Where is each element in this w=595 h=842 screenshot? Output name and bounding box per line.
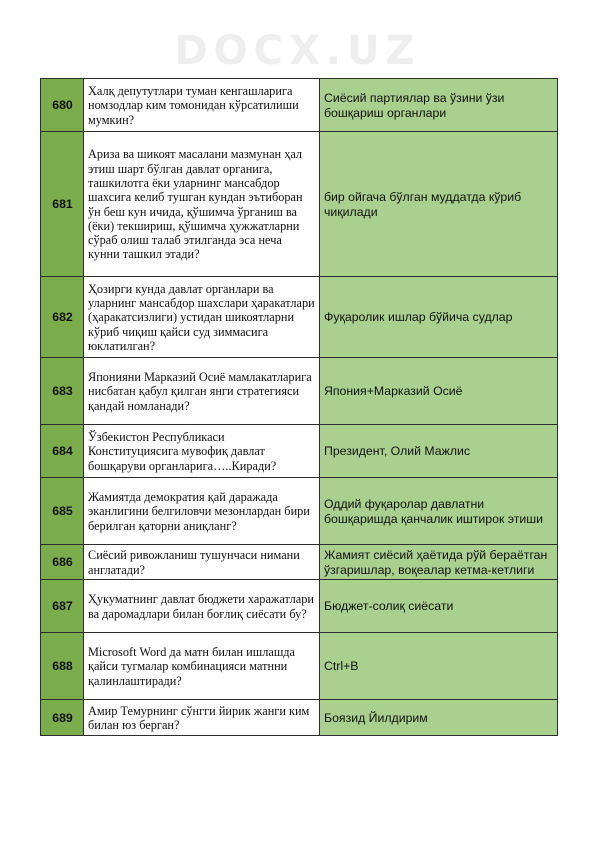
table-row <box>41 132 558 277</box>
question-text: Ҳукуматнинг давлат бюджети харажатлари ва даромадлари билан боғлиқ сиёсати бу? <box>84 580 320 633</box>
question-text: Амир Темурнинг сўнгги йирик жанги ким билан юз берган? <box>84 700 320 736</box>
answer-text: бир ойгача бўлган муддатда кўриб чиқилади <box>320 132 558 277</box>
table-row <box>41 358 558 425</box>
answer-text: Оддий фуқаролар давлатни бошқаришда қанчалик иштирок этиши <box>320 478 558 545</box>
question-text: Ҳозирги кунда давлат органлари ва уларнинг мансабдор шахслари ҳаракатлари (ҳаракатсизлиги) устидан шикоятларни кўриб чиқиш қайси суд зиммасига юклатилган? <box>84 277 320 358</box>
table-row <box>41 700 558 736</box>
question-number: 685 <box>41 478 84 545</box>
question-number: 684 <box>41 425 84 478</box>
question-table <box>40 78 558 736</box>
table-row <box>41 580 558 633</box>
question-number: 688 <box>41 633 84 700</box>
answer-text: Япония+Марказий Осиё <box>320 358 558 425</box>
table-row <box>41 277 558 358</box>
table-row <box>41 478 558 545</box>
answer-text: Президент, Олий Мажлис <box>320 425 558 478</box>
answer-text: Жамият сиёсий ҳаётида рўй бераётган ўзгаришлар, воқеалар кетма-кетлиги <box>320 545 558 580</box>
question-number: 680 <box>41 79 84 132</box>
question-text: Японияни Марказий Осиё мамлакатларига нисбатан қабул қилган янги стратегияси қандай номланади? <box>84 358 320 425</box>
answer-text: Боязид Йилдирим <box>320 700 558 736</box>
question-text: Жамиятда демократия қай даражада эканлигини белгиловчи мезонлардан бири берилган қаторни аниқланг? <box>84 478 320 545</box>
question-number: 686 <box>41 545 84 580</box>
answer-text: Ctrl+B <box>320 633 558 700</box>
question-text: Ўзбекистон Республикаси Конституциясига мувофиқ давлат бошқаруви органларига…..Киради? <box>84 425 320 478</box>
table-row <box>41 545 558 580</box>
question-text: Ариза ва шикоят масалани мазмунан ҳал этиш шарт бўлган давлат органига, ташкилотга ёки уларнинг мансабдор шахсига келиб тушган кундан эътиборан ўн беш кун ичида, қўшимча ўрганиш ва (ёки) текшириш, қўшимча ҳужжатларни сўраб олиш талаб этилганда эса неча кунни ташкил этади? <box>84 132 320 277</box>
question-number: 683 <box>41 358 84 425</box>
question-text: Халқ депутутлари туман кенгашларига номзодлар ким томонидан кўрсатилиши мумкин? <box>84 79 320 132</box>
answer-text: Сиёсий партиялар ва ўзини ўзи бошқариш органлари <box>320 79 558 132</box>
table-row <box>41 633 558 700</box>
answer-text: Фуқаролик ишлар бўйича судлар <box>320 277 558 358</box>
question-text: Сиёсий ривожланиш тушунчаси нимани англатади? <box>84 545 320 580</box>
question-number: 687 <box>41 580 84 633</box>
question-number: 681 <box>41 132 84 277</box>
question-number: 689 <box>41 700 84 736</box>
question-number: 682 <box>41 277 84 358</box>
table-row <box>41 79 558 132</box>
question-text: Microsoft Word да матн билан ишлашда қайси тугмалар комбинацияси матнни қалинлаштиради? <box>84 633 320 700</box>
watermark: DOCX.UZ <box>174 28 421 74</box>
answer-text: Бюджет-солиқ сиёсати <box>320 580 558 633</box>
table-row <box>41 425 558 478</box>
